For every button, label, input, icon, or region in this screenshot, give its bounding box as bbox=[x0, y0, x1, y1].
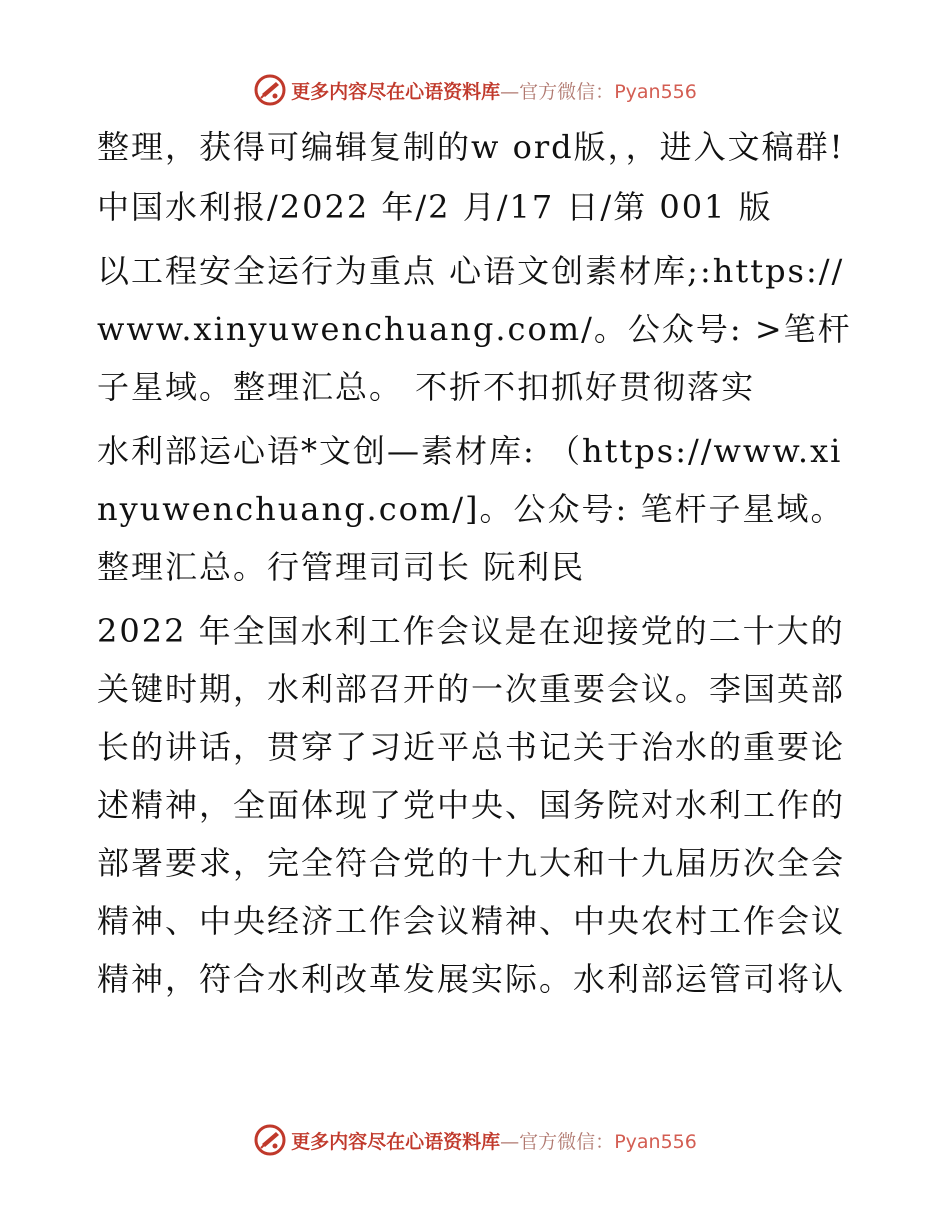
paragraph-source: 中国水利报/2022 年/2 月/17 日/第 001 版 bbox=[97, 188, 773, 226]
paragraph-body: 2022 年全国水利工作会议是在迎接党的二十大的关键时期，水利部召开的一次重要会议。李国英部长的讲话，贯穿了习近平总书记关于治水的重要论述精神，全面体现了党中央、国务院对水利工作的部署要求，完全符合党的十九大和十九届历次全会精神、中央经济工作会议精神、中央农村工作会议精神，符合水利改革发展实际。水利部运管司将认 bbox=[97, 612, 846, 998]
banner-content bbox=[253, 73, 697, 107]
paragraph-heading: 以工程安全运行为重点 心语文创素材库;:https://www.xinyuwenchuang.com/。公众号: >笔杆子星域。整理汇总。 不折不扣抓好贯彻落实 bbox=[97, 252, 852, 406]
banner-separator: — bbox=[500, 80, 520, 103]
banner-wechat-label: 官方微信： bbox=[519, 80, 615, 103]
banner-text bbox=[291, 77, 697, 104]
footer-banner bbox=[0, 1120, 950, 1160]
banner-wechat-id: Pyan556 bbox=[614, 80, 697, 103]
banner-text bbox=[291, 1127, 697, 1154]
banner-main-text: 更多内容尽在心语资料库 bbox=[291, 1130, 501, 1153]
banner-wechat-label: 官方微信： bbox=[519, 1130, 615, 1153]
header-banner bbox=[0, 70, 950, 110]
banner-main-text: 更多内容尽在心语资料库 bbox=[291, 80, 501, 103]
document-body bbox=[97, 118, 857, 1014]
banner-wechat-id: Pyan556 bbox=[614, 1130, 697, 1153]
stamp-logo-icon bbox=[253, 1123, 287, 1157]
paragraph-author: 水利部运心语*文创—素材库: （https://www.xinyuwenchuang.com/]。公众号: 笔杆子星域。整理汇总。行管理司司长 阮利民 bbox=[97, 432, 845, 586]
banner-separator: — bbox=[500, 1130, 520, 1153]
banner-content bbox=[253, 1123, 697, 1157]
stamp-logo-icon bbox=[253, 73, 287, 107]
paragraph-intro: 整理，获得可编辑复制的w ord版，，进入文稿群! bbox=[97, 128, 845, 166]
